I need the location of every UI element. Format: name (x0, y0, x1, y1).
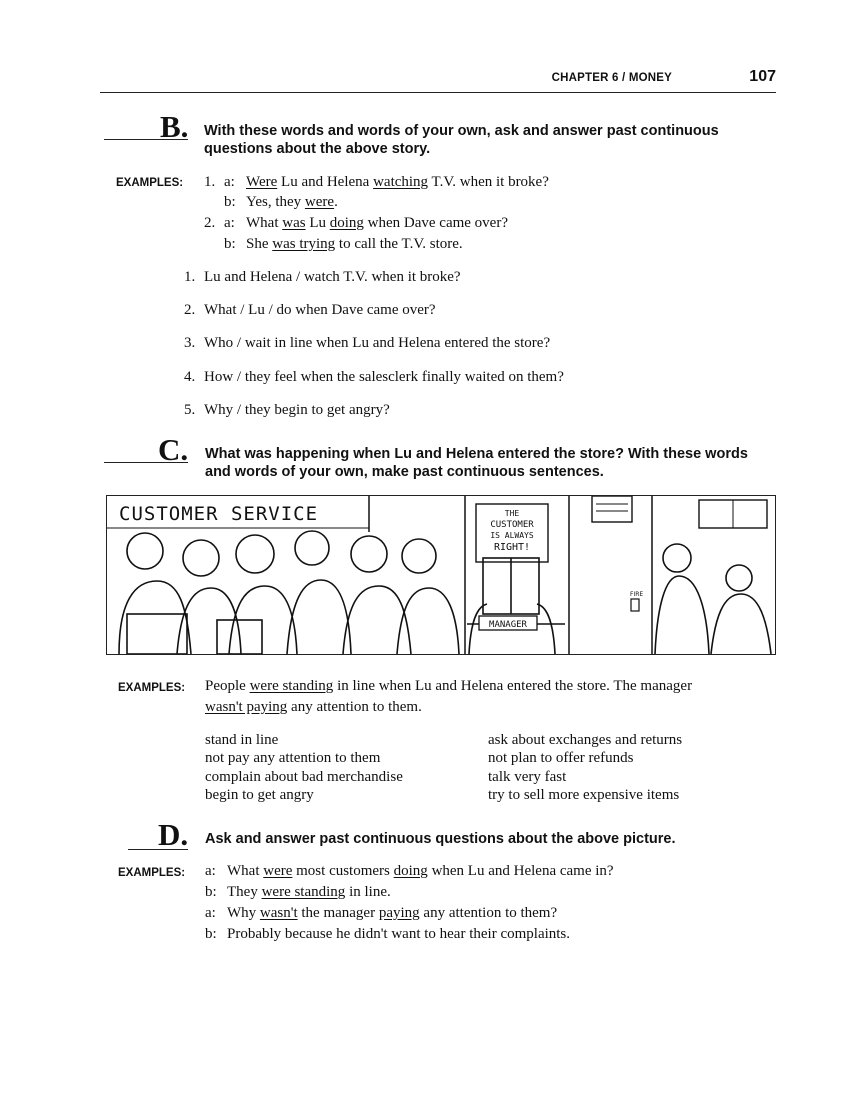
fire-alarm-label: FIRE (630, 591, 644, 598)
list-item (184, 367, 564, 387)
section-d-examples-label: EXAMPLES: (118, 867, 186, 879)
section-c-instruction-line: What was happening when Lu and Helena entered the store? With these words (205, 446, 748, 462)
list-item (184, 267, 461, 287)
section-d-instruction: Ask and answer past continuous questions about the above picture. (205, 831, 676, 847)
section-c-instruction-line: and words of your own, make past continuous sentences. (205, 464, 604, 480)
section-c-examples-label: EXAMPLES: (118, 682, 186, 694)
phrase: stand in line (205, 732, 279, 748)
section-b-instruction-line: questions about the above story. (204, 141, 431, 157)
customer-body (119, 581, 191, 654)
customer-crowd (119, 531, 459, 654)
example-number: 1. (204, 174, 216, 190)
clerk-body (655, 576, 709, 654)
phrase: begin to get angry (205, 786, 314, 803)
example-text: What was Lu doing when Dave came over? (246, 215, 508, 231)
speaker-label: a: (205, 905, 216, 921)
nameplate-text: MANAGER (489, 620, 527, 630)
example-line: People were standing in line when Lu and Helena entered the store. The manager (205, 678, 693, 694)
customer-head (351, 536, 387, 572)
item-text: Why / they begin to get angry? (204, 402, 390, 418)
poster-line: IS ALWAYS (490, 531, 534, 540)
clerks (655, 544, 771, 654)
example-line (204, 172, 549, 192)
customer-head (183, 540, 219, 576)
item-number: 1. (184, 269, 196, 285)
example-line (204, 234, 463, 254)
fire-alarm (631, 599, 639, 611)
customer-head (295, 531, 329, 565)
item-number: 3. (184, 335, 196, 351)
clerk-head (726, 565, 752, 591)
phrase: ask about exchanges and returns (488, 732, 683, 748)
example-text: Yes, they were. (246, 194, 338, 210)
item-number: 2. (184, 302, 196, 318)
customer-body (343, 586, 411, 654)
section-d-letter: D. (158, 817, 189, 852)
clerk-head (663, 544, 691, 572)
speaker-label: a: (224, 215, 235, 231)
speaker-label: b: (205, 884, 217, 900)
list-item (184, 300, 436, 320)
poster-line: THE (504, 509, 520, 518)
dialogue-line: b: They were standing in line. (205, 884, 391, 900)
item-text: Lu and Helena / watch T.V. when it broke? (204, 269, 461, 285)
phrase-column-right (488, 731, 682, 804)
illustration-drawing (107, 496, 775, 654)
speaker-label: b: (205, 926, 217, 942)
section-b-letter: B. (160, 109, 189, 144)
section-c-instruction (205, 445, 748, 481)
section-b-examples-label: EXAMPLES: (116, 177, 184, 189)
dialogue-line: a: What were most customers doing when Lu and Helena came in? (205, 863, 614, 879)
customer-head (402, 539, 436, 573)
item-number: 5. (184, 402, 196, 418)
phrase: not plan to offer refunds (488, 750, 634, 767)
speaker-label: b: (224, 194, 236, 210)
example-text: She was trying to call the T.V. store. (246, 236, 463, 252)
vent (592, 496, 632, 522)
customer-head (236, 535, 274, 573)
list-item (184, 333, 550, 353)
customer-service-sign: CUSTOMER SERVICE (119, 503, 319, 525)
phrase: complain about bad merchandise (205, 768, 403, 785)
section-b-instruction-line: With these words and words of your own, ask and answer past continuous (204, 123, 719, 139)
speaker-label: b: (224, 236, 236, 252)
poster-line: CUSTOMER (490, 520, 534, 530)
dialogue-line: b: Probably because he didn't want to hear their complaints. (205, 926, 571, 942)
example-line (204, 192, 338, 212)
example-number: 2. (204, 215, 216, 231)
phrase: try to sell more expensive items (488, 786, 680, 803)
example-text: Were Lu and Helena watching T.V. when it broke? (246, 174, 549, 190)
speaker-label: a: (224, 174, 235, 190)
item-text: What / Lu / do when Dave came over? (204, 302, 436, 318)
phrase: not pay any attention to them (205, 750, 381, 767)
phrase-column-left (205, 731, 403, 804)
manager-figure (467, 558, 565, 654)
page-number: 107 (749, 68, 776, 85)
example-line: wasn't paying any attention to them. (205, 699, 422, 715)
section-c-letter: C. (158, 432, 189, 467)
customer-service-illustration (106, 495, 776, 655)
item-number: 4. (184, 369, 196, 385)
customer-head (127, 533, 163, 569)
example-line (204, 213, 508, 233)
dialogue-line: a: Why wasn't the manager paying any attention to them? (205, 905, 558, 921)
list-item (184, 400, 390, 420)
clerk-body (711, 594, 771, 654)
chapter-title: CHAPTER 6 / MONEY (551, 72, 672, 84)
speaker-label: a: (205, 863, 216, 879)
item-text: How / they feel when the salesclerk finally waited on them? (204, 369, 564, 385)
section-b-instruction (204, 122, 719, 158)
phrase: talk very fast (488, 768, 567, 785)
item-text: Who / wait in line when Lu and Helena entered the store? (204, 335, 551, 351)
poster-line: RIGHT! (493, 542, 531, 553)
page-header (100, 66, 776, 93)
